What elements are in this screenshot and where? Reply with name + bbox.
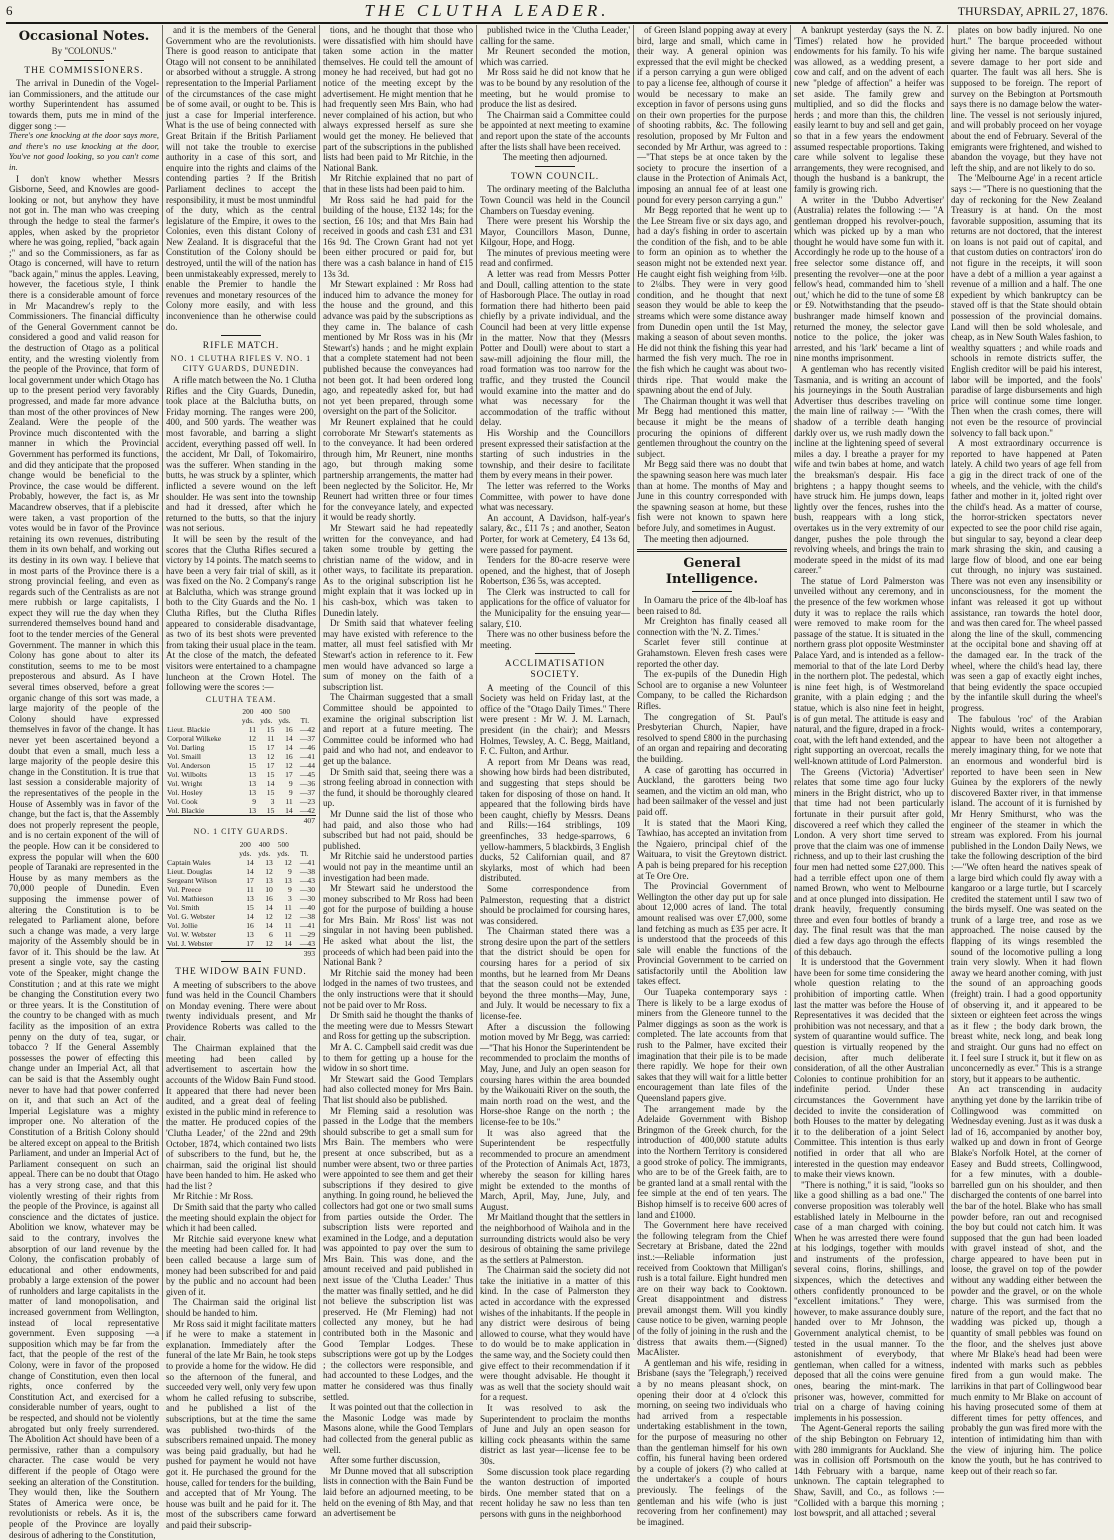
acclimatisation-body	[480, 683, 630, 1520]
table-row	[166, 858, 316, 867]
paragraph: It is stated that the Maori King, Tawhiao, has accepted an invitation from the Ngaiero, principal chief of the Waituara, to visit the Greytown district. A pah is being prepared for his reception at Te Ore Ore.	[637, 817, 787, 881]
paragraph: Some discussion took place regarding the wanton destruction of imported birds. One member stated that on a recent holiday he saw no less than ten persons with guns in the neighborhood	[480, 1466, 630, 1519]
paragraph: The Clerk was instructed to call for applications for the office of valuator for the Municipality for the ensuing year—salary, £10.	[480, 586, 630, 629]
table-cell: 10	[265, 885, 273, 894]
table-cell: 13	[246, 930, 254, 939]
paragraph: Mr Reunert seconded the motion, which was carried.	[480, 46, 630, 67]
table-cell: 14	[285, 806, 293, 816]
table-cell: 200	[239, 840, 251, 849]
table-cell: —36	[299, 779, 315, 789]
table-cell: 13	[248, 770, 257, 780]
paragraph: "There is nothing," it is said, "looks so like a good shilling as a bad one." The converse proposition was tolerably well established lately in Melbourne in the case of a man charged with coining. When he was arrested there were found at his lodgings, together with moulds and instruments of the profession, several coins, florins, shillings, and sixpences, which the detectives and others confidently pronounced to be "excellent imitations." They were, however, to make assurance doubly sure, handed over to Mr Johnson, the Government analytical chemist, to be tested in the usual manner. To the astonishment of everybody, that gentleman, when called for a witness, deposed that all the coins were genuine ones, bearing the mint-mark. The prisoner was, however, committed for trial on a charge of having coining implements in his possession.	[794, 1179, 944, 1423]
table-cell: —44	[299, 761, 315, 771]
subheading-commissioners: THE COMMISSIONERS.	[24, 65, 144, 76]
paragraph: The 'Melbourne Age' in a recent article says :— "There is no questioning that the day of reckoning for the New Zealand Treasury is at hand. On the most favorable supposition, assuming that its returns are not doctored, that the interest on loans is not paid out of capital, and that custom duties on contractors' iron do not figure in the receipts, it will soon have a debt of a million a year against a revenue of a million and a half. The one expedient by which bankruptcy can be staved off is that the State should obtain possession of the provincial domains. Land will then be sold wholesale, and cheap, as in New South Wales fashion, to wealthy squatters ; and while roads and schools in remote districts suffer, the English creditor will be paid his interest, labor will be imported, and the fools' paradise of large disbursements and high price will continue some time longer. Then when the crash comes, there will not even be the resource of provincial solvency to fall back upon."	[951, 173, 1102, 438]
paragraph: After some further discussion,	[330, 1455, 441, 1466]
paragraph: The Chairman said the original list should be handed to him.	[166, 1297, 316, 1318]
issue-date: THURSDAY, APRIL 27, 1876.	[957, 3, 1108, 18]
table-cell: Vol. Hosley	[167, 788, 203, 798]
paragraph: of Green Island popping away at every bird, large and small, which came in their way. A general opinion was expressed that the evil might be checked if a person carrying a gun were obliged to pay a license fee, although of course it would be necessary to make an exception in favor of persons using guns on their own properties for the purpose of shooting rabbits, &c. The following resolution, proposed by Mr Fulton and seconded by Mr Arthur, was agreed to :—"That steps be at once taken by the society to procure the insertion of a clause in the Protection of Animals Act, imposing an annual fee of at least one pound for every person carrying a gun."	[637, 25, 787, 205]
table-cell: 9	[288, 779, 293, 789]
table-row	[166, 876, 316, 885]
paragraph: Scarlet fever still continue at Grahamstown. Eleven fresh cases were reported the other day.	[637, 637, 787, 669]
table-row	[166, 707, 316, 716]
paragraph: Mr Dunne moved that all subscription lists in connection with the Bain Fund be laid before an adjourned meeting, to be held on the evening of 8th May, and that an advertisement be	[323, 1465, 473, 1519]
table-cell: yds.	[260, 716, 273, 726]
table-cell	[236, 949, 255, 959]
table-cell: Corporal Wilkeke	[167, 734, 222, 744]
paragraph: His Worship and the Councillors present expressed their satisfaction at the starting of such industries in the township, and their desire to facilitate them by every means in their power.	[480, 427, 630, 481]
paragraph: Mr Begg said there was no doubt that the spawning season here was much later than at home. The months of May and June in this country corresponded with the spawning season at home, but these fish were not known to spawn here before July, and sometimes in August.	[637, 459, 787, 533]
table-cell: 15	[266, 770, 275, 780]
paragraph: plates on bow badly injured. No one hurt." The barque proceeded without giving her name. The barque sustained severe damage to her port side and quarter. The fault was all hers. She is supposed to be foreign. The report of survey on the Bebington at Portsmouth says there is no damage below the water-line. The vessel is not seriously injured, and will probably proceed on her voyage about the end of February. Several of the emigrants were frightened, and wished to abandon the voyage, but they have not left the ship, and are not likely to do so.	[951, 25, 1102, 173]
table-cell: 14	[284, 939, 292, 948]
paragraph: The arrival in Dunedin of the Vogel-ian Commissioners, and the attitude our worthy Superintendent has assumed towards them, puts me in mind of the digger song :—	[9, 78, 159, 131]
paragraph: In Oamaru the price of the 4lb-loaf has been raised to 8d.	[637, 595, 787, 616]
paragraph: The meeting then adjourned.	[644, 533, 749, 544]
table-cell: —41	[299, 752, 315, 762]
masthead	[6, 0, 1108, 24]
table-cell: 15	[248, 761, 257, 771]
table-cell: 11	[284, 921, 292, 930]
paragraph: A letter was read from Messrs Potter and Doull, calling attention to the state of Hasborough Place. The outlay in road formation there had hitherto been paid chiefly by a private individual, and the Council had been at very little expense in the matter. Now that they (Messrs Potter and Doull) were about to start a saw-mill adjoining the flour mill, the road formation was too narrow for the traffic, and they trusted the Council would examine into the matter and do what was necessary for the accommodation of the traffic without delay.	[480, 269, 630, 428]
table-cell: 17	[266, 743, 275, 753]
table-cell: 12	[265, 939, 273, 948]
paragraph: Mr Ritchie said the money had been lodged in the names of two trustees, and the only instructions were that it should not be paid over to Mr Ross.	[323, 967, 473, 1010]
column-6	[791, 25, 948, 1519]
paragraph: Tenders for the 80-acre reserve were opened, and the highest, that of Joseph Robertson, £36 5s, was accepted.	[480, 555, 630, 587]
table-cell: yds.	[277, 849, 290, 858]
paragraph: The Provincial Government of Wellington the other day put up for sale about 12,000 acres of land. The total amount realised was over £7,000, some land fetching as much as £35 per acre. It is understood that the proceeds of this sale will enable the functions of the Provincial Government to be carried on satisfactorily until the Abolition law takes effect.	[637, 881, 787, 987]
table-cell: 13	[248, 752, 257, 762]
table-total: 393	[293, 949, 316, 959]
paragraph: An act transcending in audacity anything yet done by the larrikin tribe of Collingwood was committed on Wednesday evening. Just as it was dusk a lad of 16, accompanied by another boy, walked up and down in front of George Blake's Norfolk Hotel, at the corner of Easey and Budd streets, Collingwood, for a few minutes, with a double-barrelled gun on his shoulder, and then discharged the contents of one barrel into the bar of the hotel. Blake who has small powder before, ran out and recognised the boy but could not catch him. It was supposed that the gun had been loaded with gravel instead of shot, and the charge appeared to have been put in loose, the gravel on top of the powder without any wadding either between the powder and the gravel, or on the whole charge. This was surmised from the nature of the report, and the fact that no wadding was picked up, though a quantity of small pebbles was found on the floor, and the shelves just above where Mr Blake's head had been were indented with marks such as pebbles fired from a gun would make. The larrikins in that part of Collingwood bear much enmity to Mr Blake on account of his having prosecuted some of them at different times for petty offences, and probably the gun was fired more with the intention of intimidating him than with the view of injuring him. The police know the youth, but he has contrived to keep out of their reach so far.	[951, 1084, 1102, 1476]
paragraph: The Chairman thought it was well that Mr Begg had mentioned this matter, because it might be the means of procuring the opinions of different gentlemen throughout the country on the subject.	[637, 395, 787, 459]
table-cell: —41	[299, 858, 315, 867]
table-total: 407	[294, 816, 316, 826]
table-cell	[293, 840, 316, 849]
score-table-city-guards	[166, 840, 316, 958]
table-caption: NO. 1 CITY GUARDS.	[193, 827, 289, 837]
table-cell: 400	[260, 707, 272, 717]
paragraph: A gentleman who has recently visited Tasmania, and is writing an account of his journeyings in the South Australian Advertiser thus describes traveling on the main line of railway :— "With the shadow of a terrible death hanging darkly over us, we rush madly down the incline at the lightening speed of several miles a day. I breathe a prayer for my wife and twin babes at home, and watch the breaksman's despair. His face brightens ; a happy thought seems to have struck him. He jumps down, leaps lightly over the fences, rushes into the bush, reappears with a long stick, overtakes us in the very extremity of our danger, pushes the pole through the revolving wheels, and brings the train to moderate speed in the midst of its mad career."	[794, 364, 944, 576]
table-cell: 12	[285, 761, 293, 771]
paragraph: A report from Mr Deans was read, showing how birds had been distributed, and suggesting that steps should be taken for disposing of those on hand. It appeared that the following birds have been caught, chiefly by Messrs. Deans and Rills:—164 striblings, 109 greenfinches, 33 hedge-sparrows, 6 yellow-hammers, 5 blackbirds, 3 English ducks, 52 Californian quail, and 87 skylarks, most of which had been distributed.	[480, 756, 630, 884]
table-total-row	[166, 816, 316, 826]
table-cell: Vol. Mathieson	[167, 894, 214, 903]
divider	[64, 60, 104, 61]
table-row	[166, 716, 316, 725]
table-cell: —43	[299, 876, 315, 885]
paragraph: The Chairman said the society did not take the initiative in a matter of this kind. In the case of Palmerston they acted in accordance with the expressed wishes of the inhabitants. If the people in any district were desirous of being allowed to course, what they would have to do would be to make application in the same way, and the Society could then give effect to their recommendation if it were thought advisable. He thought it was as well that the society should wait for a request.	[480, 1265, 631, 1403]
paragraph: Mr Stewart said he had repeatedly written for the conveyance, and had taken some trouble by getting the christian name of the widow, and in other ways, to facilitate its preparation. As to the original subscription list he might explain that it was locked up in his cash-box, which was taken to Dunedin lately.	[323, 522, 473, 618]
columns	[6, 25, 1108, 1540]
paragraph: The Chairman suggested that a small Committee should be appointed to examine the original subscription list and report at a future meeting. The Committee could be informed who had paid and who had not, and endeavor to get up the balance.	[323, 692, 473, 766]
paragraph: The Chairman explained that the meeting had been called by advertisement to ascertain how the accounts of the Widow Bain Fund stood. It appeared that there had never been audited, and a great deal of feeling existed in the public mind in reference to the matter. He produced copies of the 'Clutha Leader,' of the 22nd and 29th October, 1874, which contained two lists of subscribers to the fund, but he, the chairman, said the original list should have been handed to him. He asked who had the list ?	[166, 1043, 316, 1191]
paragraph: A rifle match between the No. 1 Clutha Rifles and the City Guards, Dunedin, took place at the Balclutha butts, on Friday morning. The ranges were 200, 400, and 500 yards. The weather was most favorable, and barring a slight accident, everything passed off well. In the accident, Mr Dall, of Tokomairiro, was the sufferer. When standing in the butts, he was struck by a splinter, which inflicted a severe wound on the left shoulder. He was sent into the township and had it dressed, after which he returned to the butts, so that the injury was not serious.	[166, 375, 316, 534]
table-cell: 12	[266, 752, 275, 762]
paragraph: Mr Ritchie : Mr Ross.	[173, 1191, 254, 1202]
verse-quote: There's one knocking at the door says more, and there's no use knocking at the door, You've not good looking, so you can't come in.	[9, 131, 159, 172]
paragraph: Dr Smith said that, seeing there was a strong feeling abroad in connection with the fund, it should be thoroughly cleared up.	[323, 766, 473, 809]
table-row	[166, 779, 316, 788]
paragraph: An account, A Davidson, half-year's salary, &c., £11 7s ; and another, Seaton Porter, for work at Cemetery, £4 13s 6d, were passed for payment.	[480, 512, 630, 555]
general-intelligence-body	[637, 595, 787, 1527]
table-cell: 12	[284, 858, 292, 867]
table-cell: 13	[248, 788, 257, 798]
table-cell: 11	[246, 885, 254, 894]
divider	[535, 653, 575, 654]
paragraph: Mr Ross said he did not know that he was to be bound by any resolution of the meeting, but he would promise to produce the list as desired.	[480, 67, 630, 110]
paragraph: Mr A. C. Campbell said credit was due to them for getting up a house for the widow in so short time.	[323, 1042, 473, 1074]
table-cell: —46	[299, 743, 315, 753]
table-row	[166, 939, 316, 949]
table-caption: CLUTHA TEAM.	[205, 694, 277, 704]
table-row	[166, 770, 316, 779]
table-cell: 12	[284, 912, 292, 921]
paragraph: Mr Stewart explained : Mr Ross had induced him to advance the money for the house and the ground, and this advance was paid by the subscriptions as they came in. The balance of cash mentioned by Mr Ross was in his (Mr Stewart's) hands ; and he might explain that a complete statement had not been published because the conveyances had not been got. It had been ordered long ago, and repeatedly asked for, but had not yet been prepared, through some oversight on the part of the Solicitor.	[323, 279, 473, 417]
newspaper-title: THE CLUTHA LEADER.	[364, 1, 610, 20]
table-cell: Vol. J. Webster	[167, 939, 213, 948]
table-cell: 17	[266, 761, 275, 771]
divider	[637, 549, 787, 552]
table-cell: 11	[285, 797, 293, 807]
page-number: 6	[6, 3, 13, 18]
table-cell	[294, 707, 316, 716]
table-cell: 500	[278, 707, 291, 717]
table-cell	[257, 816, 275, 826]
table-cell: 16	[265, 894, 273, 903]
table-cell	[166, 816, 239, 826]
table-cell: 14	[285, 743, 293, 753]
table-row	[166, 840, 316, 849]
column-2	[163, 25, 320, 1530]
table-row	[166, 806, 316, 816]
paragraph: After a discussion the following motion moved by Mr Begg, was carried:—"That his Honor the Superintendent be recommended to proclaim the months of May, June, and July an open season for coursing hares within the area bounded by the Waikouaiti River on the south, the main north road on the west, and the Horse-shoe Range on the north ; the license-fee to be 10s."	[480, 1021, 630, 1127]
column-5	[634, 25, 791, 1527]
table-cell: —30	[299, 894, 315, 903]
table-cell: —38	[299, 912, 315, 921]
table-cell: 9	[252, 797, 257, 807]
table-cell: 16	[285, 752, 293, 762]
paragraph: It was resolved to ask the Superintendent to proclaim the months of June and July an open season for killing cock pheasants within the same district as last year—license fee to be 30s.	[480, 1403, 630, 1466]
table-cell: 6	[269, 930, 273, 939]
column-7	[948, 25, 1105, 1476]
paragraph: The arrangement made by the Adelaide Government with Bishop Bringmon of the Greek church, for the introduction of 400,000 statute adults into the Northern Territory is considered a good stroke of policy. The immigrants, who are to be of the Greek faith, are to be granted land at a small rental with the fee simple at the end of ten years. The Bishop himself is to receive 600 acres of land and £1000.	[637, 1103, 787, 1220]
score-table-clutha	[166, 707, 316, 825]
paragraph: A gentleman and his wife, residing in Brisbane (says the 'Telegraph,') received a by no means pleasant shock, on opening their door at 4 o'clock this morning, on seeing two individuals who had arrived from a respectable undertaking establishment in the town, for the purpose of measuring no other than the gentleman himself for his own coffin, his funeral having been ordered by a couple of jokers (?) who called at the undertaker's a couple of hours previously. The feelings of the gentleman and his wife (who is just recovering from her confinement) may be imagined.	[637, 1357, 787, 1527]
table-cell: —42	[299, 806, 315, 816]
table-cell: 400	[258, 840, 270, 849]
table-cell: yds.	[239, 849, 252, 858]
paragraph: A meeting of subscribers to the above fund was held in the Council Chambers on Monday evening. There were about twenty individuals present, and Mr Providence Roberts was called to the chair.	[166, 979, 316, 1043]
table-cell: Vol. Wilbolts	[167, 770, 207, 780]
article-title-rifle-match: RIFLE MATCH.	[202, 341, 280, 352]
table-cell: Vol. Jollie	[167, 921, 198, 930]
paragraph: Mr Begg reported that he went up to the Lee Stream five or six days ago, and had a day's fishing in order to ascertain the condition of the fish, and to be able to form an opinion as to whether the season might not be extended next year. He caught eight fish weighing from ½lb. to 2¼lbs. They were in very good condition, and he thought that next season they would be able to keep the streams which were some distance away from Dunedin open until the 1st May, making a season of about seven months. He did not think the fishing this year had harmed the fish very much. The roe in the fish which he caught was about two-thirds ripe. That would make the spawning about the end of July.	[637, 205, 787, 396]
table-cell: Tl.	[300, 716, 310, 726]
table-cell: —23	[299, 797, 315, 807]
table-total-row	[166, 949, 316, 959]
paragraph: Mr Creighton has finally ceased all connection with the 'N. Z. Times.'	[637, 616, 787, 637]
paragraph: I don't know whether Messrs Gisborne, Seed, and Knowles are good-looking or not, but anyhow they have not got in. The man who was creeping through the hedge to steal the farmer's apples, when asked by the proprietor where he was going, replied, "back again ;" and so the Commissioners, as far as Otago is concerned, will have to return "back again," minus the apples. Leaving, however, the facetious style, I think there is a considerable amount of force in Mr Macandrew's reply to the Commissioners. The financial difficulty of the General Government cannot be considered a good and valid reason for the destruction of Otago as a political entity, and the wresting violently from the people of the Province, that form of local government under which Otago has up to the present period very favorably progressed, and made far more advance than most of the other provinces of New Zealand. Were the people of the Province much discontented with the manner in which the Provincial Government has performed its functions, and did they anticipate that the proposed change would be beneficial to the Province, the case would be different. Probably, however, the fact is, as Mr Macandrew observes, that if a plebiscite were taken, a vast proportion of the votes would be in favor of the Province retaining its own revenues, distributing them in its own behalf, and working out its destiny in its own way. I believe that in most parts of the Province there is a strong provincial feeling, and even as regards such of the Centralists as are not mere rubbish or large capitalists, I expect they will rue the day when they surrendered themselves bound hand and foot to the tender mercies of the General Government. The manner in which this Colony has gone about to alter its constitution, seems to me to be most preposterous and absurd. As I have several times observed, before a great organic change of this sort was made, a large majority of the people of the Colony should have expressed themselves in favor of the change. It has never yet been ascertained beyond a doubt that even a small, much less a large majority of the people desire this change in the Constitution. It is true that last session a considerable majority of the representatives of the people in the House of Assembly was in favor of the change, but the fact is, that the Assembly does not properly represent the people, and is no certain exponent of the will of the people. How can it be considered to express the popular will when the 600 people of Taranaki are represented in the House by as many members as the 70,000 people of Dunedin. Even supposing the immense power of altering the Constitution is to be relegated to Parliament alone, before such a change was made, a very large majority of the Assembly should be in favor of it. This should be the law. At present a single vote, say the casting vote of the Speaker, might change the Constitution ; and at this rate we might be changing the Constitution every two or three years. It is the Constitution of the country to be changed with as much facility as the imposition of an extra penny on the duty of tea, sugar, or tobacco ? If the General Assembly possesses the power of effecting this change under an Imperial Act, all that can be said is that the Assembly ought never to have had that power conferred on it, and that such an Act of the Imperial Legislature was a mighty improper one. No alteration of the Constitution of a British Colony should be altered except on appeal to the British Parliament, and under an Imperial Act of Parliament consequent on such an appeal. There can be no doubt that Otago has a very strong case, and that this violently wresting of their rights from the people of the Province, is against all conscience and the dictates of justice. Abolition we know, whatever may be said to the contrary, involves the absorption of our land revenue by the Colony, the confiscation probably of educational and other endowments, probably a large extension of the power of runholders and large capitalists in the matter of land monopolisation, and increased government from Wellington, instead of local representative government. Even supposing —a supposition which may be far from the fact, that the people of the rest of the Colony, were in favor of the proposed change of Constitution, even then local rights, once conferred by the Constitution Act, and exercised for a considerable number of years, ought to be respected, and should not be violently abrogated but only freely surrendered. The Abolition Act should have been of a permissive, rather than a compulsory character. The case would be very different if the people of Otago were seeking an alteration of the Constitution. They would then, like the Southern States of America were once, be revolutionists or rebels. As it is, the people of the Province are loyally desirous of adhering to the Constitution,	[9, 173, 159, 1540]
table-cell: Tl.	[300, 849, 309, 858]
paragraph: Mr Ritchie said everyone knew what the meeting had been called for. It had been called because a large sum of money had been subscribed for and paid by the public and no account had been given of it.	[166, 1233, 316, 1297]
table-cell: —40	[299, 903, 315, 912]
paragraph: There were present his Worship the Mayor, Councillors Mason, Dunne, Kilgour, Hope, and Hogg.	[480, 216, 630, 248]
table-cell: 17	[246, 876, 254, 885]
table-cell: Vol. Smaill	[167, 752, 202, 762]
table-cell: —37	[299, 734, 315, 744]
table-cell: Vol. Darling	[167, 743, 205, 753]
table-row	[166, 752, 316, 761]
paragraph: Mr Dunne said the list of those who had paid, and also those who had subscribed but had not paid, should be published.	[323, 808, 473, 851]
table-cell: Vol. G. Webster	[167, 912, 216, 921]
table-cell: Vol. Preece	[167, 885, 202, 894]
table-cell	[166, 707, 239, 716]
table-cell: 14	[265, 903, 273, 912]
table-cell: 3	[288, 894, 292, 903]
paragraph: Mr Reunert explained that he could corroborate Mr Stewart's statements as to the conveyance. It had been ordered through him, Mr Reunert, nine months ago, but through making some partnership arrangements, the matter had been neglected by the Solicitor. He, Mr Reunert had written three or four times for the conveyance lately, and expected it would be ready shortly.	[323, 416, 473, 523]
table-cell: Vol. Anderson	[167, 761, 211, 771]
table-cell: 15	[246, 903, 254, 912]
table-cell: 500	[277, 840, 289, 849]
table-cell: Vol. Blackie	[167, 806, 205, 816]
paragraph: It was also agreed that the Superintendent be respectfully recommended to procure an amendment of the Protection of Animals Act, 1873, whereby the season for killing hares might be extended to the months of March, April, May, June, July, and August.	[480, 1127, 630, 1212]
paragraph: The meeting then adjourned.	[502, 152, 608, 163]
table-row	[166, 903, 316, 912]
table-cell: 16	[285, 725, 293, 735]
paragraph: A bankrupt yesterday (says the N. Z. 'Times') related how he provided endowments for his family. To his wife was allowed, as a wedding present, a cow and calf, and on the advent of each new "pledge of affection" a heifer was set aside. The family grew and multiplied, and so did the flocks and herds ; and more than this, the children easily learnt to buy and sell and get gain, so that in a few years the endowment assumed respectable proportions. Taking care while solvent to legalise these arrangements, they were recognised, and though the husband is a bankrupt, the family is growing rich.	[794, 25, 944, 194]
paragraph: There was no other business before the meeting.	[480, 629, 630, 650]
table-cell: 11	[284, 930, 292, 939]
table-row	[166, 885, 316, 894]
table-cell: 17	[246, 939, 254, 948]
article-title-widow-bain-fund: THE WIDOW BAIN FUND.	[175, 967, 307, 977]
paragraph: Mr Ritchie said he understood parties would not pay in the meantime until an investigation had been made.	[323, 851, 473, 883]
paragraph: The ex-pupils of the Dunedin High School are to organise a new Volunteer Company, to be called the Richardson Rifles.	[637, 669, 787, 712]
article-title-acclimatisation-society: ACCLIMATISATION SOCIETY.	[504, 659, 606, 681]
table-cell: 15	[266, 806, 275, 816]
table-cell: 9	[288, 885, 292, 894]
paragraph: Some correspondence from Palmerston, requesting that a district should be proclaimed for coursing hares, was considered.	[480, 883, 630, 926]
paragraph: Dr Smith said he thought the thanks of the meeting were due to Messrs Stewart and Ross for getting up the subscription.	[323, 1010, 473, 1042]
paragraph: Mr Maitland thought that the settlers in the neighborhood of Waihola and in the surrounding districts would also be very desirous of obtaining the same privilege as the settlers at Palmerston.	[480, 1212, 630, 1265]
table-cell: 12	[248, 734, 257, 744]
table-row	[166, 930, 316, 939]
divider	[535, 166, 575, 167]
table-cell: 14	[246, 912, 254, 921]
table-cell: 3	[270, 797, 275, 807]
table-row	[166, 734, 316, 743]
table-cell	[166, 849, 236, 858]
table-cell: 14	[246, 867, 254, 876]
paragraph: The congregation of St. Paul's Presbyterian Church, Napier, have resolved to spend £800 in the purchasing of an organ and repairing and decorating the building.	[637, 711, 787, 764]
table-row	[166, 894, 316, 903]
table-row	[166, 912, 316, 921]
article-subtitle: NO. 1 CLUTHA RIFLES V. NO. 1 CITY GUARDS, DUNEDIN.	[170, 353, 312, 374]
paragraph: The Government here have received the following telegram from the Chief Secretary at Brisbane, dated the 22nd inst.:—Reliable information just received from Cooktown that Milligan's rush is a total failure. Eight hundred men are on their way back to Cooktown. Great disappointment and distress prevail amongst them. Will you kindly cause notice to be given, warning people of the folly of joining in the rush and the distress that awaits them.—(Signed) MacAlister.	[637, 1220, 787, 1358]
column-3	[320, 25, 477, 1519]
table-cell: Vol. Wright	[167, 779, 203, 789]
table-row	[166, 921, 316, 930]
paragraph: Dr Smith said that whatever feeling may have existed with reference to the matter, all must feel satisfied with Mr Stewart's action in reference to it. Few men would have advanced so large a sum of money on the faith of a subscription list.	[323, 618, 473, 692]
paragraph: Dr Smith said that the party who called the meeting should explain the object for which it had been called.	[166, 1202, 316, 1234]
divider	[221, 961, 261, 962]
table-cell: 11	[248, 725, 257, 735]
table-cell: 12	[265, 867, 273, 876]
byline: By "COLONUS."	[51, 46, 117, 56]
table-cell	[275, 816, 293, 826]
paragraph: Mr Ross said it might facilitate matters if he were to make a statement in explanation. Immediately after the funeral of the late Mr Bain, he took steps to provide a home for the widow. He did so the afternoon of the funeral, and succeeded very well, only very few upon whom he called refusing to subscribe, and he published a list of the subscriptions, but at the time the same was published two-thirds of the subscribers remained unpaid. The money was being paid gradually, but had he pushed for payment he would not have got it. He purchased the ground for the house, called for tenders for the building, and accepted that of Mr Young. The house was built and he paid for it. The most of the subscribers came forward and paid their subscrip-	[166, 1318, 317, 1530]
table-cell: —37	[299, 788, 315, 798]
table-cell: —38	[299, 867, 315, 876]
table-cell	[274, 949, 293, 959]
table-cell	[239, 816, 257, 826]
paragraph: A case of garotting has occurred in Auckland, the garotters being two seamen, and the victim an old man, who had been sailmaker of the vessel and just paid off.	[637, 764, 787, 817]
table-cell: 13	[248, 779, 257, 789]
paragraph: The letter was referred to the Works Committee, with power to have done what was necessary.	[480, 480, 630, 513]
table-cell: yds.	[278, 716, 291, 726]
table-row	[166, 761, 316, 770]
paragraph: Mr Stewart said he understood the money subscribed to Mr Ross had been got for the purpose of building a house for Mrs Bain. Mr Ross' list was not singular in not having been published. He asked what about the list, the proceeds of which had been paid into the National Bank ?	[323, 883, 473, 968]
section-heading-occasional-notes: Occasional Notes.	[18, 29, 150, 44]
paragraph: Mr Ritchie explained that no part of that in these lists had been paid to him.	[323, 173, 473, 194]
table-cell: yds.	[241, 716, 254, 726]
column-1	[6, 25, 163, 1540]
paragraph: The ordinary meeting of the Balclutha Town Council was held in the Council Chambers on Tuesday evening.	[480, 184, 630, 216]
paragraph: It is understood that the Government have been for some time considering the whole question relating to the prohibition of importing cattle. When last the matter was before the House of Representatives it was decided that the prohibition was not necessary, and that a system of quarantine would suffice. The question is virtually reopened by the decision, after much deliberate consideration, of all the other Australian Colonies to continue prohibition for an indefinite period. Under these circumstances the Government have decided to invite the consideration of both Houses to the matter by delegating it to the deliberation of a joint Select Committee. This intention is thus early notified in order that all who are interested in the question may endeavor to make their views known.	[794, 957, 944, 1180]
table-cell: 15	[248, 743, 257, 753]
table-cell: yds.	[258, 849, 271, 858]
table-cell: Captain Wales	[167, 858, 211, 867]
table-cell: 13	[265, 876, 273, 885]
paragraph: It was pointed out that the collection in the Masonic Lodge was made by Masons alone, while the Good Templars had collected from the general public as well.	[323, 1402, 473, 1455]
paragraph: It will be seen by the result of the scores that the Clutha Rifles secured a victory by 14 points. The match seems to have been a very fair trial of skill, as it was fixed on the No. 2 Company's range at Balclutha, which was strange ground both to the City Guards and the No. 1 Clutha Rifles, but the Clutha Rifles appeared to considerable disadvantage, as two of its best shots were prevented from taking their usual place in the team. At the close of the match, the defeated visitors were entertained to a champagne luncheon at the Crown Hotel. The following were the scores :—	[166, 533, 316, 693]
table-cell: 13	[265, 858, 273, 867]
table-cell: 15	[266, 725, 275, 735]
table-cell: 15	[266, 788, 275, 798]
table-row	[166, 725, 316, 734]
table-cell: —41	[299, 921, 315, 930]
table-cell	[166, 716, 239, 725]
table-cell: —30	[299, 885, 315, 894]
column-4	[477, 25, 634, 1519]
table-cell: 9	[288, 788, 293, 798]
table-cell: Vol. Smith	[167, 903, 200, 912]
table-cell: —45	[299, 770, 315, 780]
table-cell: 14	[266, 779, 275, 789]
table-cell: Sergeant Wilson	[167, 876, 217, 885]
table-row	[166, 743, 316, 752]
table-cell: 14	[285, 734, 293, 744]
paragraph: The Greens (Victoria) 'Advertiser' relates that some time ago four lucky miners in the Bright district, who up to that time had not been particularly fortunate in their pursuit after gold, discovered a reef which they called the London. A very short time served to prove that the claim was one of immense richness, and up to their last crushing the four men had netted some £27,000. This had a terrible effect upon one of them named Brown, who went to Melbourne and at once plunged into dissipation. He drank heavily, frequently consuming three and even four bottles of brandy a day. The final result was that the man died a few days ago through the effects of this debauch.	[794, 766, 944, 957]
section-heading-general-intelligence: General Intelligence.	[665, 556, 759, 588]
paragraph: The Agent-General reports the sailing of the ship Bebington on February 12, with 280 immigrants for Auckland. She was in collision off Portsmouth on the 14th February with a barque, name unknown. The captain telegraphed to Shaw, Savill, and Co., as follows :— "Collided with a barque this morning ; lost bowsprit, and all attached ; several	[794, 1423, 944, 1519]
paragraph: The statue of Lord Palmerston was unveiled without any ceremony, and in the presence of the few workmen whose duty it was to replace the rails which were removed to make room for the passage of the statue. It is situated in the northern grass plot opposite Westminster Palace Yard, and is intended as a fellow-memorial to that of the late Lord Derby in the northern plot. The pedestal, which is nine feet high, is of Westmoreland granite, with a plain edging ; and the statue, which is also nine feet in height, is of gun metal. The attitude is easy and natural, and the figure, draped in a frock-coat, with the left hand extended, and the right supporting an overcoat, recalls the well-known attitude of Lord Palmerston.	[794, 575, 944, 766]
divider	[221, 335, 261, 336]
table-cell	[166, 949, 236, 959]
table-cell: —43	[299, 939, 315, 948]
paragraph: A meeting of the Council of this Society was held on Friday last, at the office of the "Otago Daily Times." There were present : Mr W. J. M. Larnach, president (in the chair); and Messrs Holmes, Tewsley, A. C. Begg, Maitland, F. C. Fulton, and Arthur.	[480, 682, 630, 757]
table-cell: 13	[284, 876, 292, 885]
table-cell: Lieut. Douglas	[167, 867, 213, 876]
table-cell: 13	[248, 806, 257, 816]
paragraph: A most extraordinary occurrence is reported to have happened at Paten lately. A child two years of age fell from a gig in the direct track of one of the wheels, and the vehicle, with the child's father and mother in it, jolted right over the child's head. As a matter of course, the horror-stricken spectators never expected to see the poor child rise again, but singular to say, beyond a clear deep mark shrasing the skin, and causing a large flow of blood, and one ear being cut through, no injury was sustained. There was not even any insensibility or unconsciousness, for the moment the infant was released it got up without assistance, ran towards the hotel door, and was then cared for. The wheel passed along the line of the skull, commencing at the occipital bone and shaving off at the damaged ear. In the track of the wheel, where the child's head lay, there was seen a gap of exactly eight inches, that being evidently the space occupied by the infantile skull during the wheel's progress.	[951, 438, 1102, 713]
divider	[692, 591, 732, 592]
table-cell: 11	[267, 734, 275, 744]
table-cell: Vol. W. Webster	[167, 930, 216, 939]
table-cell: 14	[246, 858, 254, 867]
table-cell: 13	[246, 894, 254, 903]
table-cell: Vol. Cook	[167, 797, 198, 807]
table-cell	[255, 949, 274, 959]
table-cell: 16	[246, 921, 254, 930]
table-cell: —29	[299, 930, 315, 939]
paragraph: published twice in the 'Clutha Leader,' calling for the same.	[480, 25, 630, 46]
paragraph: tions, and he thought that those who were dissatisfied with him should have taken some action in the matter themselves. He could tell the amount of money he had received, but had got no notice of the meeting except by the advertisement. He might mention that he had frequently seen Mrs Bain, who had never complained of his action, but who always expressed herself as sure she would get the money. He believed that part of the subscriptions in the published lists had been paid to Mr Ritchie, in the National Bank.	[323, 25, 473, 173]
paragraph: The minutes of previous meeting were read and confirmed.	[480, 247, 630, 269]
table-cell: Lieut. Blackie	[167, 725, 211, 735]
table-cell: —42	[299, 725, 315, 735]
paragraph: Mr Fleming said a resolution was passed in the Lodge that the members should subscribe to get a small sum for Mrs Bain. The members who were present at once subscribed, but as a number were absent, two or three parties were appointed to see them and get their subscriptions if they desired to give anything. In going round, he believed the collectors had got one or two small sums from parties outside the Order. The subscription lists were reported and examined in the Lodge, and a deputation was appointed to pay over the sum to Mrs Bain. This was done, and the amount received and paid published in next issue of the 'Clutha Leader.' Thus the matter was finally settled, and he did not believe the subscription list was preserved. He (Mr Fleming) had not collected any money, but he had contributed both in the Masonic and Good Templar Lodges. These subscriptions were got up by the Lodges ; the collectors were responsible, and had accounted to these Lodges, and the matter he considered was thus finally settled.	[323, 1105, 474, 1402]
table-cell: 11	[284, 903, 292, 912]
town-council-body	[480, 184, 630, 650]
paragraph: Mr Ross said he had paid for the building of the house, £132 14s; for the section, £6 10s; and that Mrs Bain had received in goods and cash £31 and £31 16s 9d. The Crown Grant had not yet been either procured or paid for, but there was a cash balance in hand of £15 13s 3d.	[323, 194, 473, 279]
table-cell: 17	[285, 770, 293, 780]
article-title-town-council: TOWN COUNCIL.	[510, 171, 600, 182]
table-cell: 12	[265, 912, 273, 921]
paragraph: Mr Stewart said the Good Templars had also collected money for Mrs Bain. That list should also be published.	[323, 1073, 473, 1105]
paragraph: The Chairman said a Committee could be appointed at next meeting to examine and report upon the state of the accounts after the lists shall have been received.	[480, 109, 630, 152]
table-row	[166, 867, 316, 876]
acclimatisation-continued	[637, 25, 787, 544]
paragraph: Our Tuapeka contemporary says : There is likely to be a large exodus of miners from the Gleneore tunnel to the Palmer diggings as soon as the work is completed. The late accounts from that rush to the Palmer, have excited their imagination that their pile is to be made there rapidly. We hope for their own sakes that they will wait for a little better encouragement than late files of the Queensland papers give.	[637, 987, 787, 1103]
table-cell: 200	[242, 707, 254, 717]
paragraph: The Chairman stated there was a strong desire upon the part of the settlers that the district should be open for coursing hares for a period of six months, but he learned from Mr Deans that the season could not be extended beyond the three months—May, June, and July. It would be necessary to fix a license-fee.	[480, 926, 630, 1022]
table-cell	[166, 840, 236, 849]
paragraph: and it is the members of the General Government who are the revolutionists. There is good reason to anticipate that Otago will not consent to be annihilated or absorbed without a struggle. A strong representation to the Imperial Parliament of the circumstances of the case might be of some avail, or ought to be. This is just a case for Imperial interference. What is the use of being connected with Great Britain if the British Parliament will not take the trouble to exercise authority in a case of this sort, and enquire into the rights and claims of the contending parties ? If the British Parliament declines to accept the responsibility, it must be most unmindful of the duty, which as the central legislature of the Empire, it owes to the Colonies, even this distant Colony of New Zealand. It is disgraceful that the Constitution of the Colony should be destroyed, until the will of the nation has been unmistakeably expressed, merely to enable the Premier to handle the revenues and monetary resources of the Colony more easily, and with less inconvenience than he otherwise could do.	[166, 25, 316, 332]
paragraph: A writer in the 'Dubbo Advertiser' (Australia) relates the following :— "A gentleman dropped his revolver-pouch, which was picked up by a man who thought he would have some fun with it. Accordingly he rode up to the house of a free selector some distance off, and presenting the revolver—one at the poor fellow's head, commanded him to 'shell out,' which he did to the tune of some £8 or £9. Notwithstanding that the pseudo-bushranger made himself known and returned the money, the selector gave notice to the police, the joker was arrested, and his 'lark' became a lint of nine months imprisonment.	[794, 194, 944, 364]
table-row	[166, 797, 316, 806]
paragraph: The fabulous 'roc' of the Arabian Nights would, writes a contemporary, appear to have been not altogether a merely imaginary thing, for we note that an enormous and wonderful bird is reported to have been seen in New Guinea by the explorers of the newly discovered Baxter river, in that immense island. The account of it is furnished by Mr Henry Smithurst, who was the engineer of the steamer in which the stream was explored. From his journal published in the London Daily News, we take the following description of the bird :—"We often heard the natives speak of a large bird which could fly away with a kangaroo or a large turtle, but I scarcely credited the statement until I saw two of the birds myself. One was seated on the trunk of a large tree, and rose as we approached. The noise caused by the flapping of its wings resembled the sound of the locomotive pulling a long train very slowly. When it had flown away we heard another coming, with just the sound of an approaching goods (freight) train. I had a good opportunity of observing it, and it appeared to be sixteen or eighteen feet across the wings as it flew ; the body dark brown, the breast white, neck long, and beak long and straight. Our guns had no effect on it. I feel sure I struck it, but it flew on as unconcernedly as ever." This is a strange story, but it appears to be authentic.	[951, 713, 1102, 1084]
table-cell: 9	[288, 867, 292, 876]
table-cell: 14	[265, 921, 273, 930]
table-row	[166, 849, 316, 858]
table-row	[166, 788, 316, 797]
